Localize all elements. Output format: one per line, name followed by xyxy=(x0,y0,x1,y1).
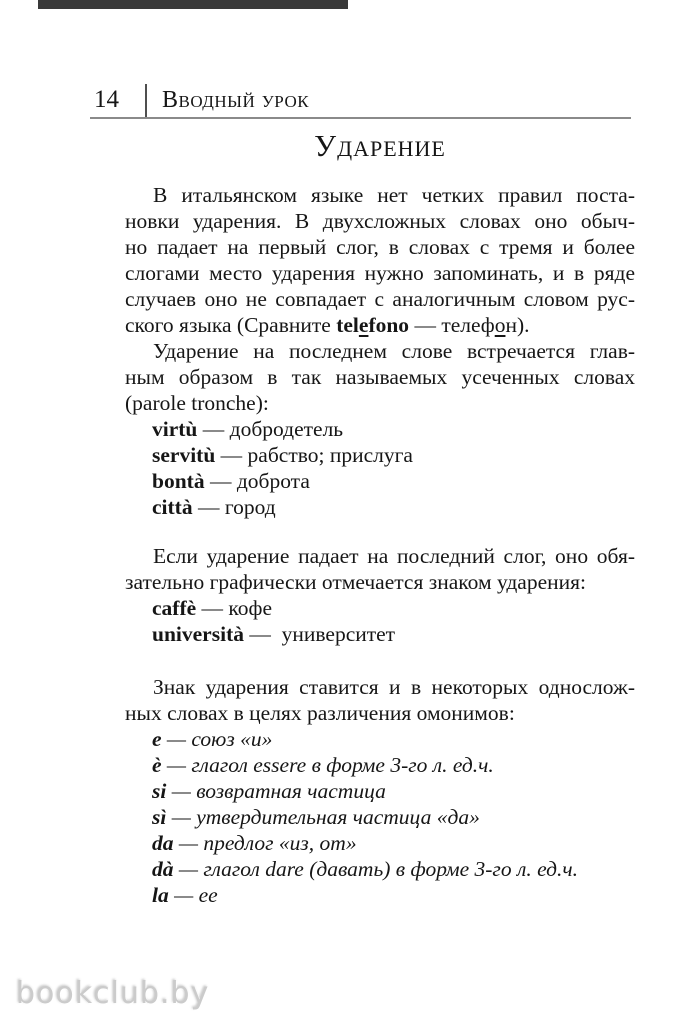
text-line: случаев оно не совпадает с аналогичным словом рус- xyxy=(125,287,635,311)
vocab-term: si xyxy=(152,779,167,803)
vocab-term: servitù xyxy=(152,443,216,467)
vocab-definition: — глагол essere в форме 3-го л. ед.ч. xyxy=(161,753,494,777)
text-segment: fono xyxy=(368,313,410,337)
vocab-item xyxy=(152,442,635,468)
vocab-term: virtù xyxy=(152,417,198,441)
vocab-item xyxy=(152,752,635,778)
vocab-item xyxy=(152,856,635,882)
text-line: зательно графически отмечается знаком ударения: xyxy=(125,570,586,594)
vocab-definition: — ее xyxy=(168,883,218,907)
text-line xyxy=(125,312,635,338)
vocab-term: bontà xyxy=(152,469,205,493)
section-title: Вводный урок xyxy=(162,87,310,113)
page-number: 14 xyxy=(94,86,119,113)
vocab-item xyxy=(152,468,635,494)
vocab-term: dà xyxy=(152,857,174,881)
text-line: слогами место ударения нужно запоминать, и в ряде xyxy=(125,261,635,285)
vocab-term: università xyxy=(152,622,244,646)
vocab-term: la xyxy=(152,883,169,907)
text-segment: tel xyxy=(336,313,359,337)
vocab-item xyxy=(152,621,635,647)
vocab-definition: — добродетель xyxy=(197,417,344,441)
vocab-item xyxy=(152,726,635,752)
vocab-definition: — предлог «из, от» xyxy=(173,831,357,855)
vocab-item xyxy=(152,494,635,520)
vocab-definition: — доброта xyxy=(204,469,310,493)
vocab-definition: — университет xyxy=(243,622,396,646)
vocab-term: da xyxy=(152,831,174,855)
underlined-letter: о xyxy=(494,313,506,337)
vocab-item xyxy=(152,830,635,856)
vocab-item xyxy=(152,804,635,830)
text-line: Ударение на последнем слове встречается глав- xyxy=(153,339,635,363)
watermark: bookclub.by xyxy=(16,976,210,1011)
vocab-term: è xyxy=(152,753,162,777)
text-line: (parole tronche): xyxy=(125,391,269,415)
bold-term xyxy=(336,313,409,337)
text-segment: ского языка (Сравните xyxy=(125,313,337,337)
text-line: ных словах в целях различения омонимов: xyxy=(125,701,515,725)
spacer xyxy=(125,647,635,674)
text-line: В итальянском языке нет четких правил поста- xyxy=(153,183,635,207)
underlined-letter: e xyxy=(358,313,369,337)
vocab-definition: — союз «и» xyxy=(161,727,273,751)
text-segment: н). xyxy=(505,313,530,337)
vocab-term: sì xyxy=(152,805,167,829)
page-body xyxy=(125,182,635,908)
section-heading: Ударение xyxy=(314,128,446,163)
vocab-term: caffè xyxy=(152,596,197,620)
vocab-item xyxy=(152,778,635,804)
vocab-term: città xyxy=(152,495,193,519)
spacer xyxy=(125,520,635,543)
vocab-definition: — рабство; прислуга xyxy=(215,443,413,467)
top-bar xyxy=(38,0,348,9)
text-line: Знак ударения ставится и в некоторых однослож- xyxy=(153,675,635,699)
vocab-definition: — город xyxy=(192,495,276,519)
text-line: ным образом в так называемых усеченных словах xyxy=(125,365,635,389)
text-line: Если ударение падает на последний слог, оно обя- xyxy=(153,544,635,568)
vocab-definition: — возвратная частица xyxy=(166,779,386,803)
vocab-definition: — глагол dare (давать) в форме 3-го л. ед.ч. xyxy=(173,857,578,881)
vocab-item xyxy=(152,416,635,442)
text-line: но падает на первый слог, в словах с тремя и более xyxy=(125,235,635,259)
vocab-term: e xyxy=(152,727,162,751)
vocab-item xyxy=(152,595,635,621)
text-line: новки ударения. В двухсложных словах оно обыч- xyxy=(125,209,635,233)
vocab-definition: — утвердительная частица «да» xyxy=(166,805,480,829)
text-segment: — телеф xyxy=(409,313,495,337)
page-header xyxy=(90,84,631,119)
vocab-item xyxy=(152,882,635,908)
vocab-definition: — кофе xyxy=(196,596,272,620)
